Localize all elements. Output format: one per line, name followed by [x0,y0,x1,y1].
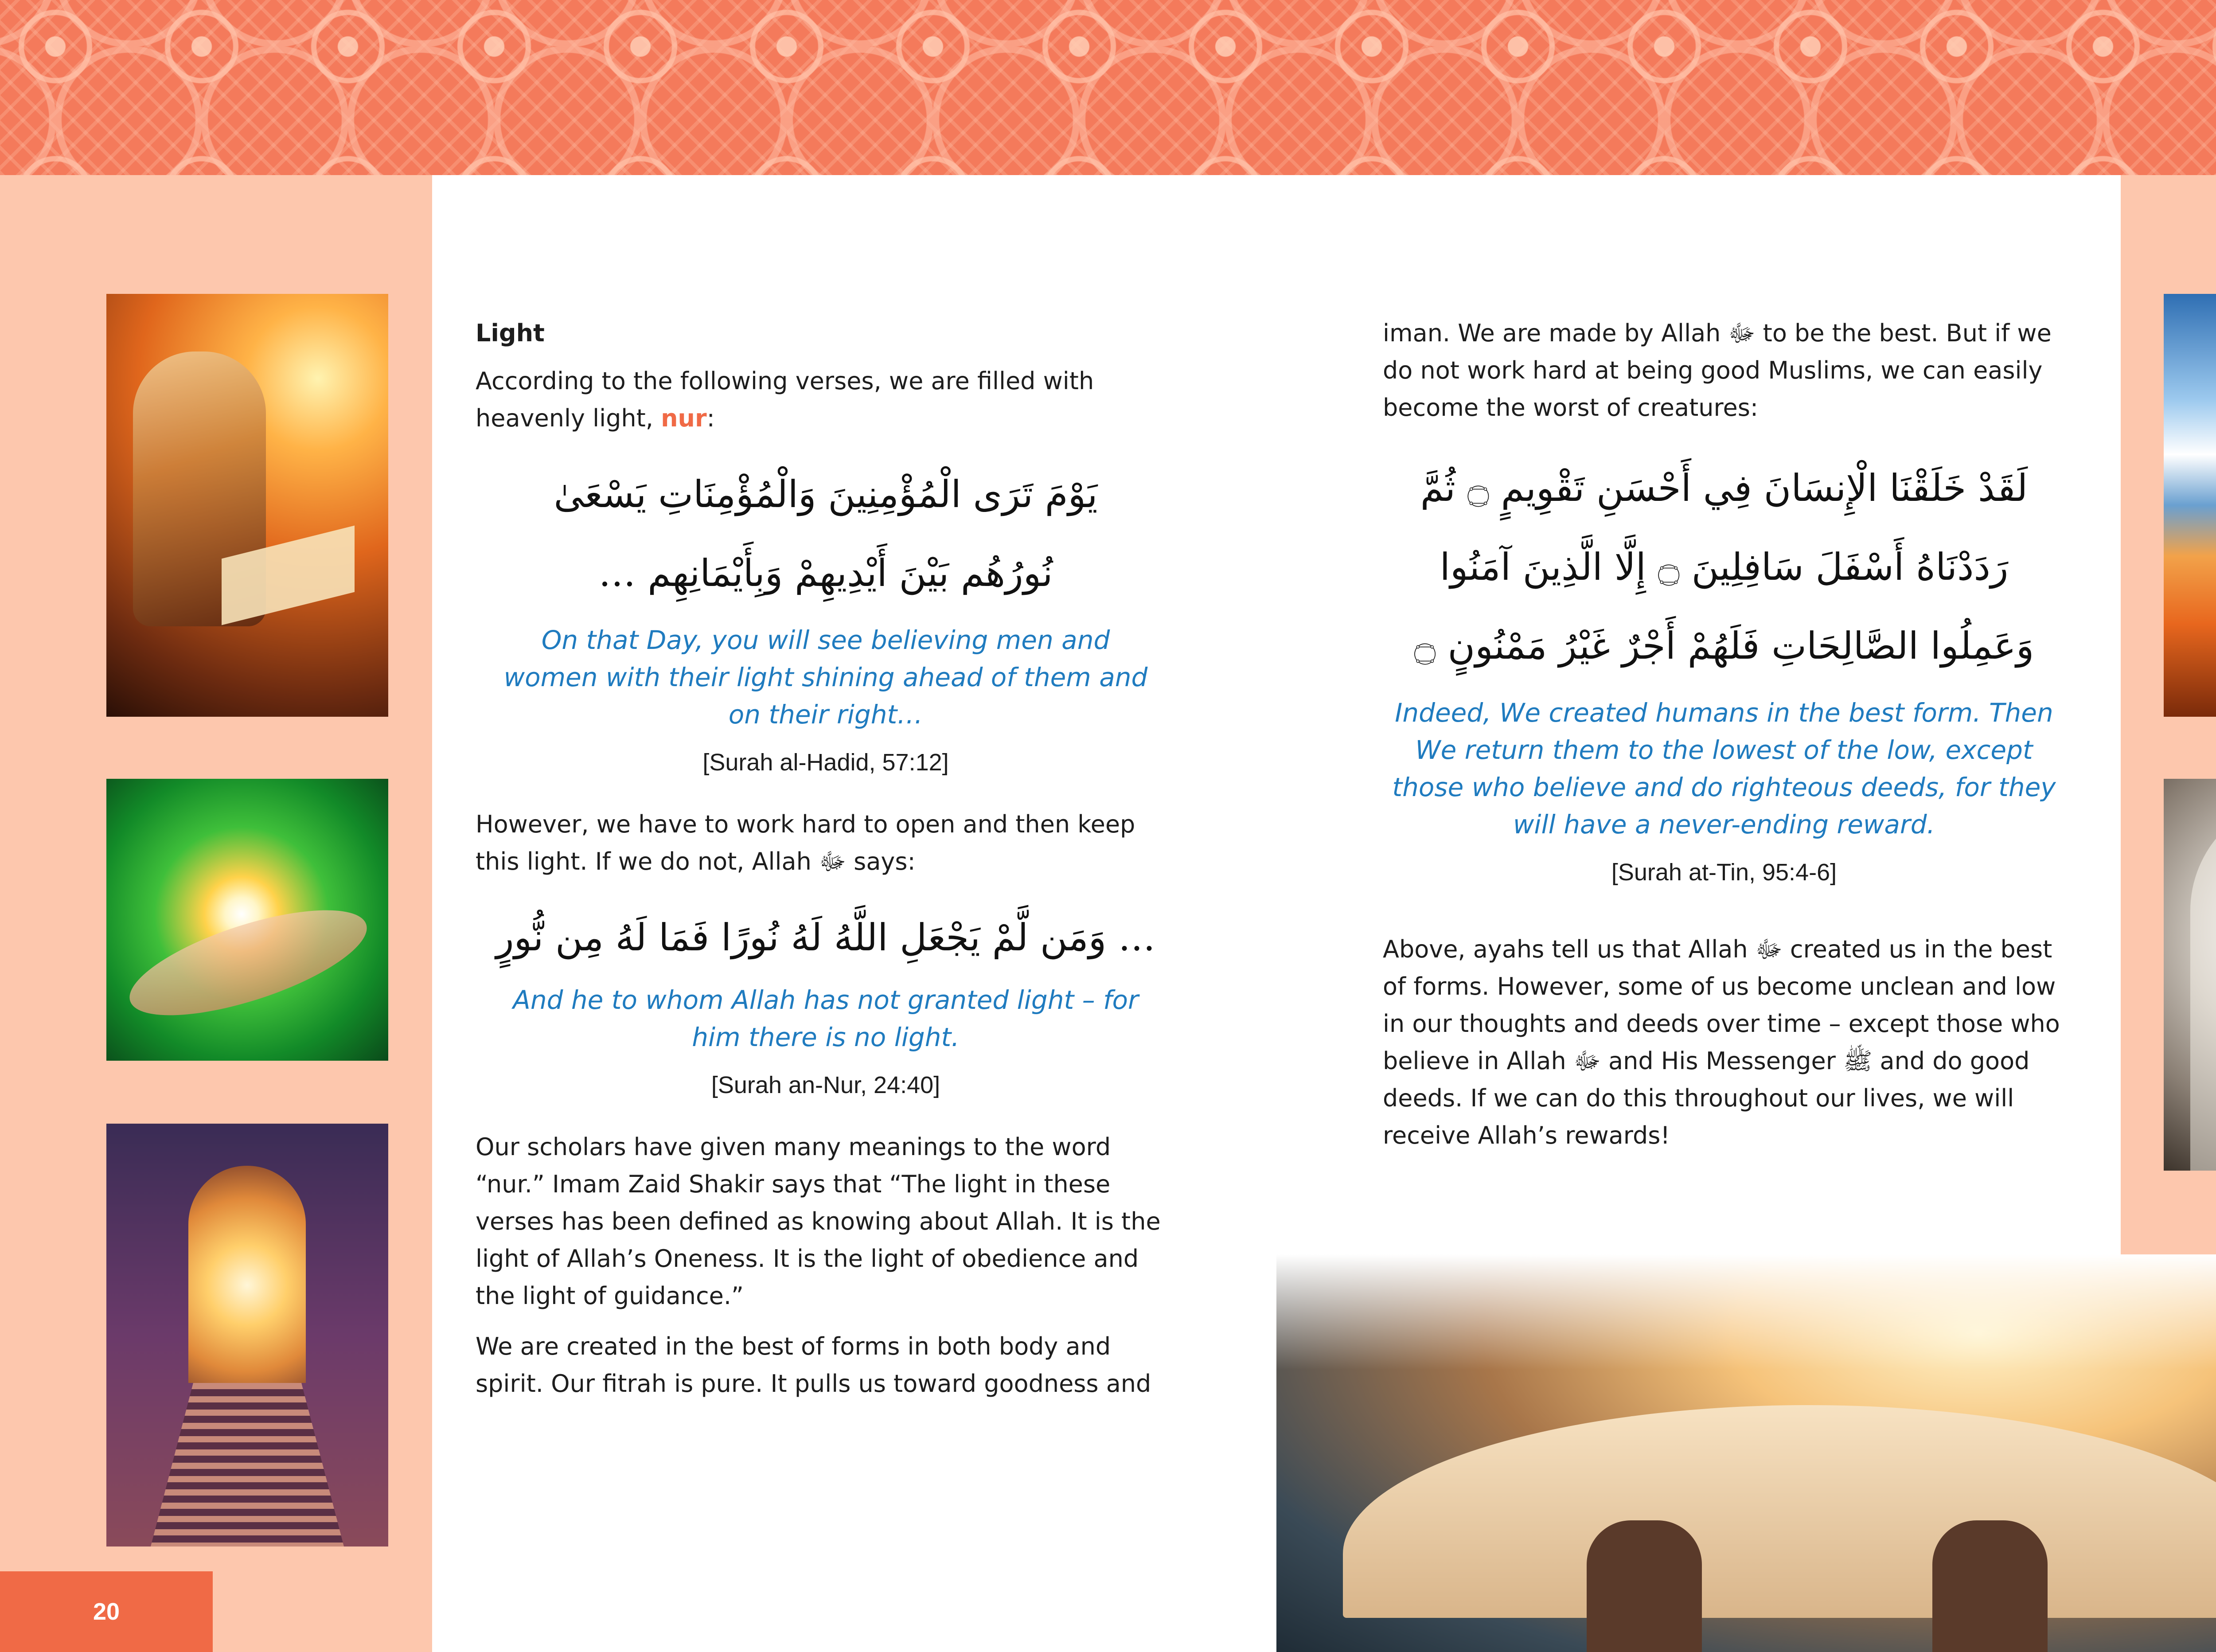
photo-hands-holding-light [106,779,388,1061]
scholars-paragraph: Our scholars have given many meanings to the word “nur.” Imam Zaid Shakir says that “The light in these verses has been defined as knowing about Allah. It is the light of Allah’s Oneness. It is the light of obedience and the light of guidance.” [476,1133,1161,1310]
photo-woman-reading-quran [106,294,388,717]
continuation-paragraph: iman. We are made by Allah ﷻ to be the best. But if we do not work hard at being good Muslims, we can easily become the worst of creatures: [1383,319,2052,422]
verse3-translation: Indeed, We created humans in the best form. Then We return them to the lowest of the low, except those who believe and do righteous deeds, for they will have a never-ending reward. [1392,698,2056,840]
verse3-arabic: لَقَدْ خَلَقْنَا الْإِنسَانَ فِي أَحْسَنِ تَقْوِيمٍ ۝ ثُمَّ رَدَدْنَاهُ أَسْفَلَ سَافِلِينَ ۝ إِلَّا الَّذِينَ آمَنُوا وَعَمِلُوا الصَّالِحَاتِ فَلَهُمْ أَجْرٌ غَيْرُ مَمْنُونٍ ۝ [1414,466,2034,668]
verse2-reference: [Surah an-Nur, 24:40] [711,1072,940,1098]
closing-paragraph: Above, ayahs tell us that Allah ﷻ created us in the best of forms. However, some of us become unclean and low in our thoughts and deeds over time – except those who believe in Allah ﷻ and His Messenger ﷺ and do good deeds. If we can do this throughout our lives, we will receive Allah’s rewards! [1383,935,2060,1149]
verse2-translation: And he to whom Allah has not granted light – for him there is no light. [513,985,1139,1052]
photo-glowing-arch-stairs [106,1124,388,1547]
ornamental-header-band [0,0,2216,175]
photo-sky-and-fire [2164,294,2216,717]
photo-open-book-light [1276,1254,2216,1652]
verse1-translation: On that Day, you will see believing men and women with their light shining ahead of them and on their right… [503,625,1148,730]
page-number-left: 20 [0,1571,213,1652]
verse3-reference: [Surah at-Tin, 95:4-6] [1611,859,1837,886]
intro-colon: : [706,404,715,432]
verse1-arabic: يَوْمَ تَرَى الْمُؤْمِنِينَ وَالْمُؤْمِنَاتِ يَسْعَىٰ نُورُهُم بَيْنَ أَيْدِيهِمْ وَبِأَيْمَانِهِم … [554,473,1098,595]
verse2-arabic: … وَمَن لَّمْ يَجْعَلِ اللَّهُ لَهُ نُورًا فَمَا لَهُ مِن نُّورٍ [495,916,1156,959]
left-page-text [476,315,1176,1402]
nur-highlight: nur [661,404,707,432]
right-page-text [1383,315,2065,1154]
photo-person-praying-silhouette [2164,779,2216,1171]
middle-paragraph: However, we have to work hard to open and then keep this light. If we do not, Allah ﷻ says: [476,810,1135,875]
section-heading: Light [476,319,545,347]
verse1-reference: [Surah al-Hadid, 57:12] [702,749,949,776]
intro-paragraph [476,363,1176,437]
fitrah-paragraph: We are created in the best of forms in both body and spirit. Our fitrah is pure. It pulls us toward goodness and [476,1332,1151,1398]
intro-text: According to the following verses, we are filled with heavenly light, [476,367,1094,432]
